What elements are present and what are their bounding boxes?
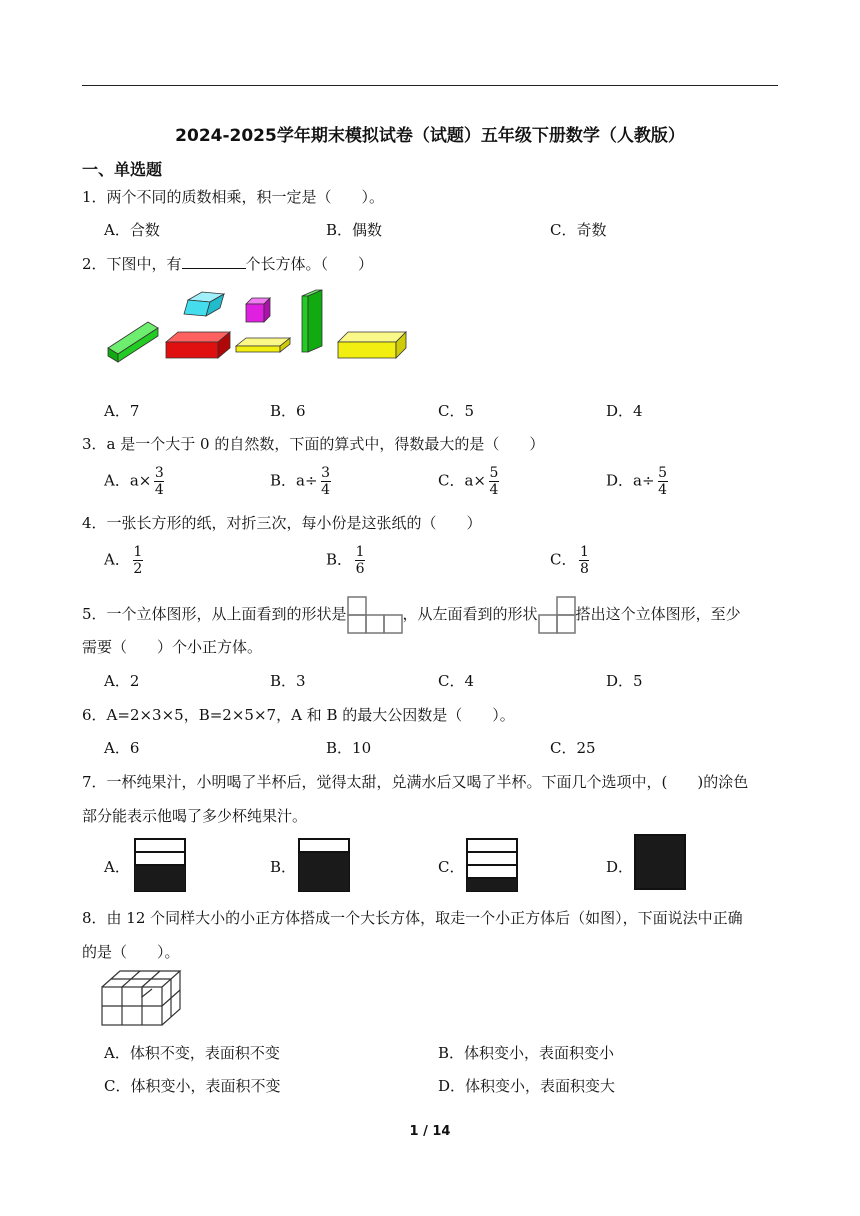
q5-option-a: A．2 (104, 672, 140, 690)
q3-option-a (104, 466, 164, 497)
q8-option-d: D．体积变小，表面积变大 (438, 1077, 616, 1095)
answer-blank (182, 254, 246, 269)
question-5-text-line2: 需要（ ）个小正方体。 (82, 638, 263, 656)
denominator: 2 (133, 561, 143, 577)
fraction (355, 545, 365, 576)
q2-option-a: A．7 (104, 402, 140, 420)
q8-option-a: A．体积不变，表面积不变 (104, 1044, 280, 1062)
q5-option-c: C．4 (438, 672, 475, 690)
numerator: 1 (355, 544, 365, 560)
q1-option-b: B．偶数 (326, 221, 383, 239)
header-rule (82, 85, 778, 86)
q1-option-a: A．合数 (104, 221, 160, 239)
q6-option-a: A．6 (104, 739, 140, 757)
fraction (133, 545, 143, 576)
denominator: 4 (489, 482, 499, 498)
q7-option-b-cup (298, 838, 350, 892)
numerator: 3 (154, 465, 164, 481)
cube-stack-figure (100, 968, 184, 1028)
q4-option-b (326, 545, 365, 576)
question-7-text-line2: 部分能表示他喝了多少杯纯果汁。 (82, 807, 308, 825)
question-2-text (82, 253, 373, 274)
q7-option-b-label: B． (270, 858, 297, 876)
page-number: 1 / 14 (409, 1124, 451, 1139)
q7-option-c-label: C． (438, 858, 465, 876)
question-5-text (82, 596, 741, 634)
q4-option-a (104, 545, 143, 576)
q2-option-d: D．4 (606, 402, 643, 420)
q2-option-c: C．5 (438, 402, 475, 420)
numerator: 1 (580, 544, 589, 560)
q3-option-b (270, 466, 331, 497)
denominator: 4 (321, 482, 330, 498)
numerator: 3 (321, 465, 330, 481)
fraction (489, 466, 499, 497)
q7-option-a-cup (134, 838, 186, 892)
q2-text-after: 个长方体。（ ） (245, 255, 374, 273)
fraction (579, 545, 589, 576)
question-8-text-line1: 8．由 12 个同样大小的小正方体搭成一个大长方体，取走一个小正方体后（如图），下面说法中正确 (82, 909, 743, 927)
q4-option-c (550, 545, 589, 576)
fraction (154, 466, 164, 497)
page-title: 2024-2025学年期末模拟试卷（试题）五年级下册数学（人教版） (175, 126, 685, 146)
q2-option-b: B．6 (270, 402, 306, 420)
q5-text-part2: ，从左面看到的形状 (402, 605, 538, 623)
q5-option-b: B．3 (270, 672, 306, 690)
question-1-text: 1．两个不同的质数相乘，积一定是（ ）。 (82, 188, 385, 206)
fraction (321, 466, 331, 497)
numerator: 5 (489, 465, 499, 481)
question-6-text: 6．A=2×3×5，B=2×5×7，A 和 B 的最大公因数是（ ）。 (82, 706, 515, 724)
cuboids-figure (100, 280, 420, 390)
numerator: 5 (658, 465, 667, 481)
q3-d-prefix: D．a÷ (606, 471, 655, 490)
denominator: 4 (154, 482, 164, 498)
q1-option-c: C．奇数 (550, 221, 607, 239)
q5-text-part3: 搭出这个立体图形，至少 (575, 605, 741, 623)
numerator: 1 (133, 544, 143, 560)
q7-option-a-label: A． (104, 858, 130, 876)
section-heading: 一、单选题 (82, 160, 163, 179)
q8-option-c: C．体积变小，表面积不变 (104, 1077, 281, 1095)
q7-option-d-cup (634, 834, 686, 890)
denominator: 6 (355, 561, 365, 577)
question-3-text: 3．a 是一个大于 0 的自然数，下面的算式中，得数最大的是（ ） (82, 435, 545, 453)
q6-option-b: B．10 (326, 739, 372, 757)
q5-text-part1: 5．一个立体图形，从上面看到的形状是 (82, 605, 347, 623)
q3-c-prefix: C．a× (438, 471, 486, 490)
q6-option-c: C．25 (550, 739, 596, 757)
q8-option-b: B．体积变小，表面积变小 (438, 1044, 615, 1062)
top-view-figure (347, 596, 403, 634)
q7-option-c-cup (466, 838, 518, 892)
q4-a-prefix: A． (104, 550, 130, 569)
q3-b-prefix: B．a÷ (270, 471, 318, 490)
q3-a-prefix: A．a× (104, 471, 152, 490)
q3-option-c (438, 466, 499, 497)
q2-text-before: 2．下图中，有 (82, 255, 182, 273)
q3-option-d (606, 466, 668, 497)
q7-option-d-label: D． (606, 858, 634, 876)
denominator: 8 (580, 561, 589, 577)
question-4-text: 4．一张长方形的纸，对折三次，每小份是这张纸的（ ） (82, 514, 482, 532)
q5-option-d: D．5 (606, 672, 643, 690)
question-8-text-line2: 的是（ ）。 (82, 943, 180, 961)
q4-c-prefix: C． (550, 550, 577, 569)
fraction (658, 466, 668, 497)
q4-b-prefix: B． (326, 550, 353, 569)
denominator: 4 (658, 482, 667, 498)
question-7-text-line1: 7．一杯纯果汁，小明喝了半杯后，觉得太甜，兑满水后又喝了半杯。下面几个选项中，( )的涂色 (82, 773, 749, 791)
left-view-figure (538, 596, 576, 634)
